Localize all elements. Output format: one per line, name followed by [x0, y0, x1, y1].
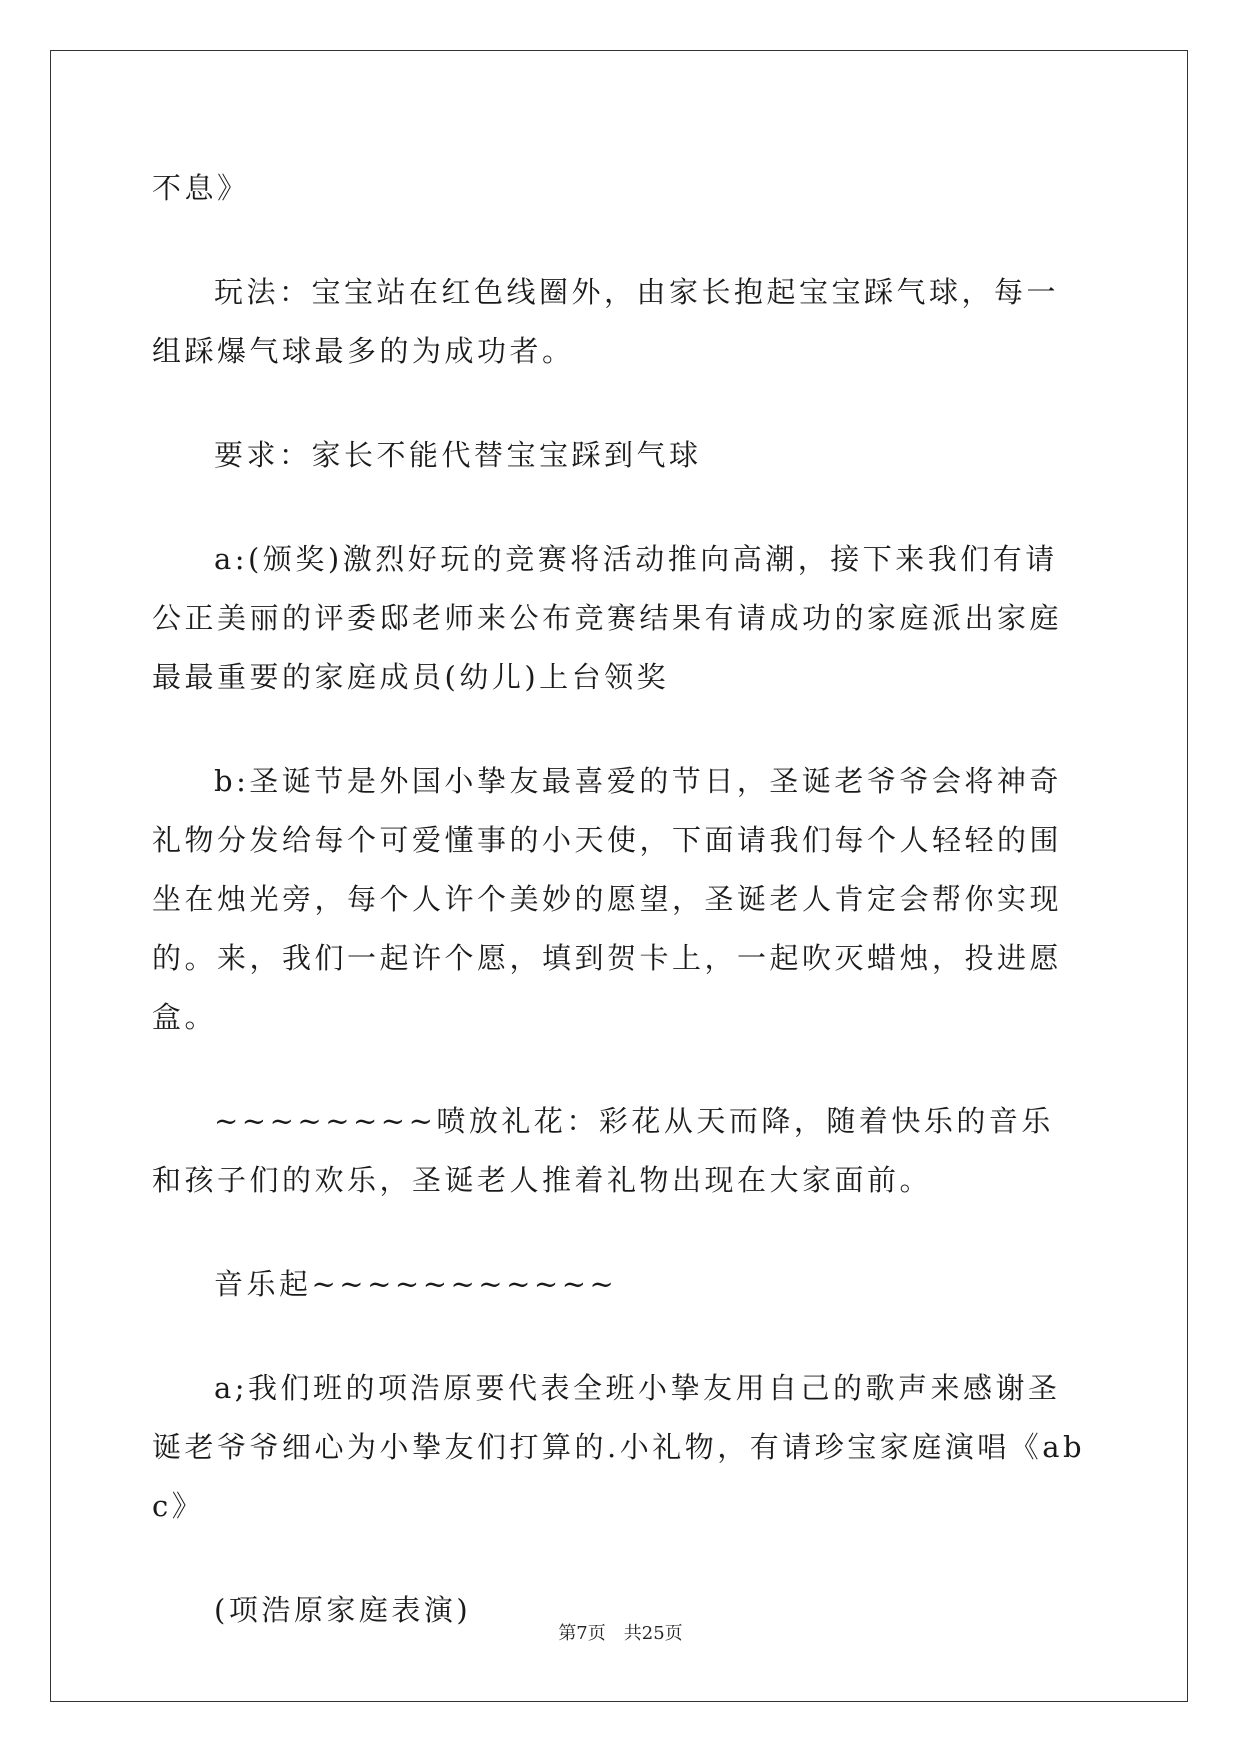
paragraph: a;我们班的项浩原要代表全班小挚友用自己的歌声来感谢圣诞老爷爷细心为小挚友们打算的.小礼物，有请珍宝家庭演唱《abc》: [152, 1371, 1086, 1523]
paragraph: b:圣诞节是外国小挚友最喜爱的节日，圣诞老爷爷会将神奇礼物分发给每个可爱懂事的小天使，下面请我们每个人轻轻的围坐在烛光旁，每个人许个美妙的愿望，圣诞老人肯定会帮你实现的。来，我们一起许个愿，填到贺卡上，一起吹灭蜡烛，投进愿盒。: [152, 764, 1063, 1034]
paragraph: a:(颁奖)激烈好玩的竞赛将活动推向高潮，接下来我们有请公正美丽的评委邸老师来公布竞赛结果有请成功的家庭派出家庭最最重要的家庭成员(幼儿)上台领奖: [152, 542, 1063, 694]
paragraph: 玩法：宝宝站在红色线圈外，由家长抱起宝宝踩气球，每一组踩爆气球最多的为成功者。: [152, 275, 1060, 368]
paragraph: (项浩原家庭表演): [214, 1593, 472, 1627]
paragraph: 不息》: [152, 171, 250, 205]
document-body: [152, 159, 1086, 1640]
paragraph: 音乐起~~~~~~~~~~~: [214, 1267, 618, 1301]
paragraph: 要求：家长不能代替宝宝踩到气球: [214, 438, 702, 472]
paragraph: ~~~~~~~~喷放礼花：彩花从天而降，随着快乐的音乐和孩子们的欢乐，圣诞老人推着礼物出现在大家面前。: [152, 1104, 1054, 1197]
page-number-footer: 第7页 共25页: [558, 1623, 683, 1644]
